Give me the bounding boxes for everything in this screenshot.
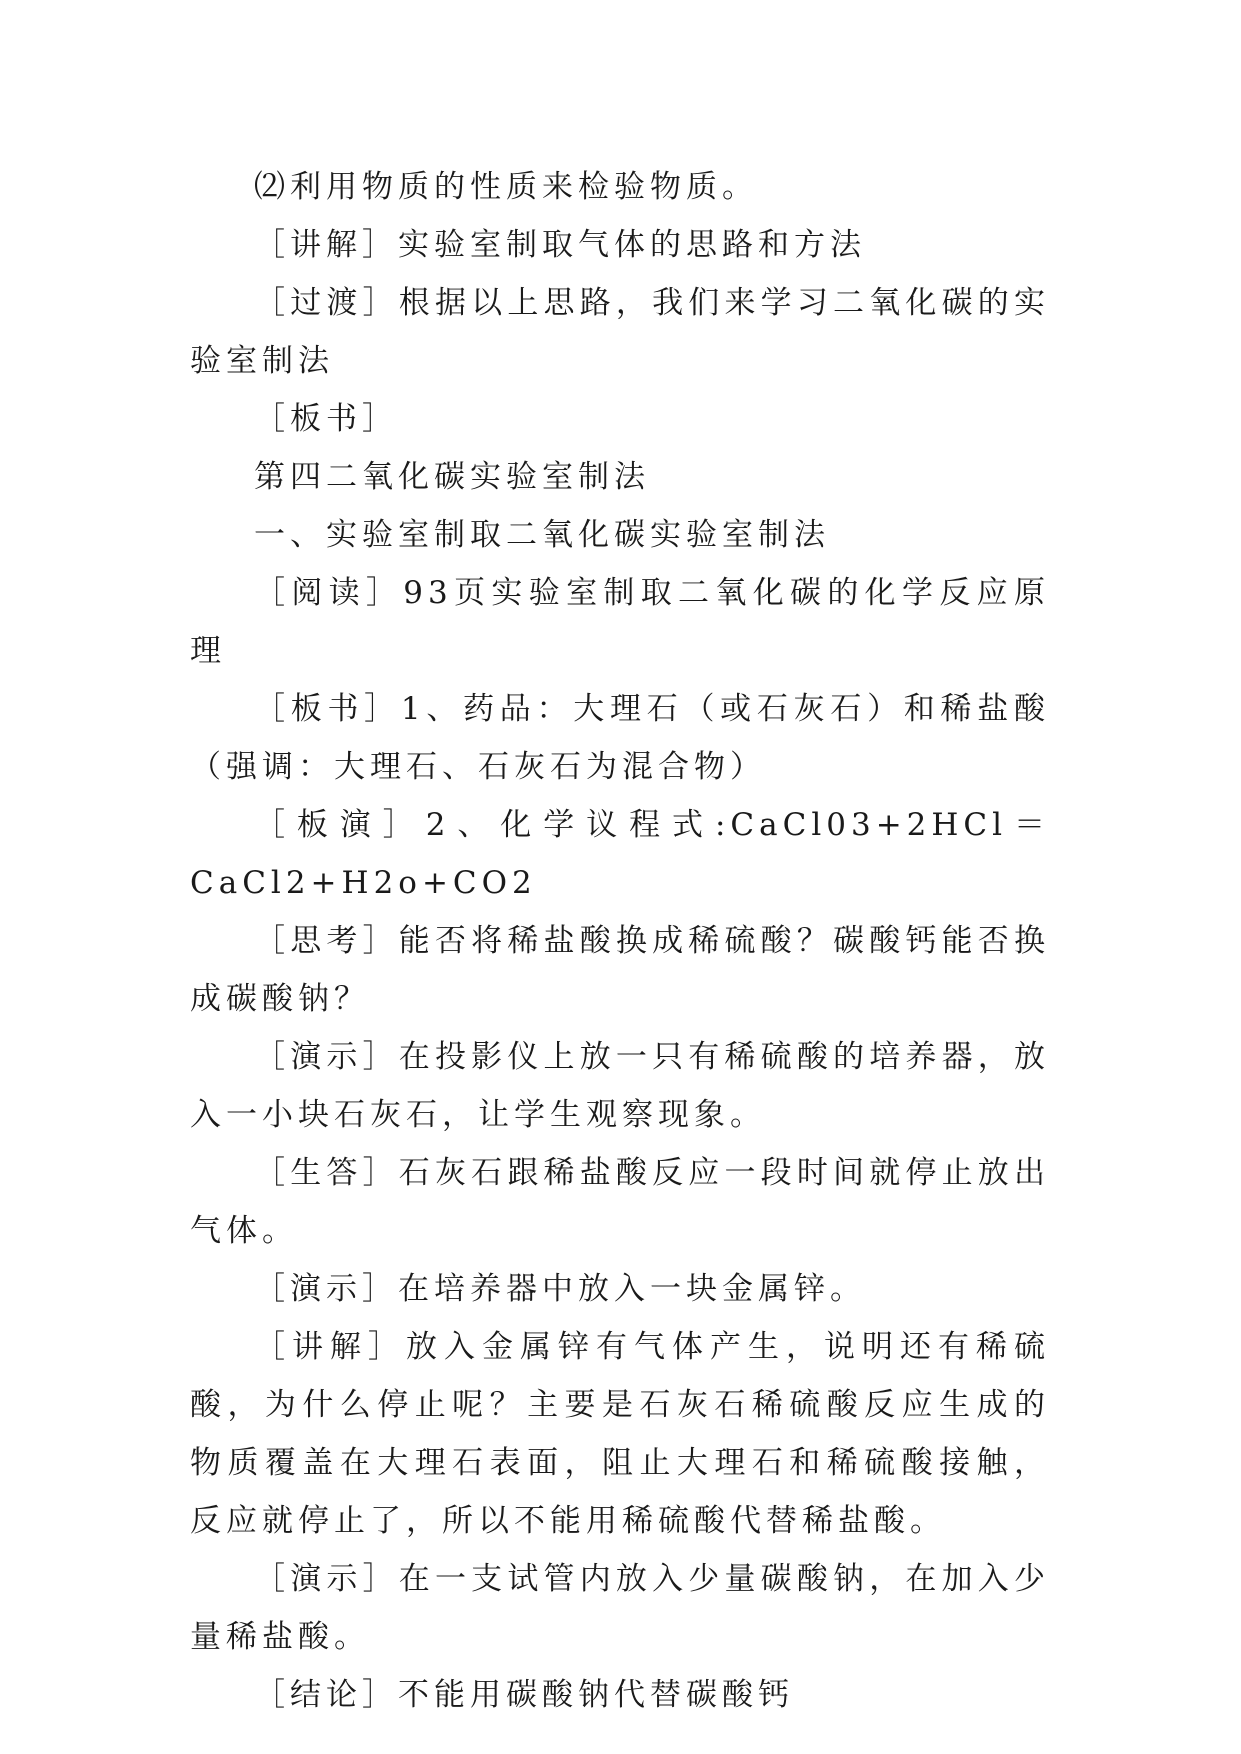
paragraph: ［板书］1、药品：大理石（或石灰石）和稀盐酸（强调：大理石、石灰石为混合物） [190,691,1050,785]
paragraph: ［生答］石灰石跟稀盐酸反应一段时间就停止放出气体。 [190,1155,1050,1249]
paragraph: ［过渡］根据以上思路，我们来学习二氧化碳的实验室制法 [190,285,1050,379]
paragraph: ［讲解］放入金属锌有气体产生，说明还有稀硫酸，为什么停止呢？主要是石灰石稀硫酸反应生成的物质覆盖在大理石表面，阻止大理石和稀硫酸接触，反应就停止了，所以不能用稀硫酸代替稀盐酸。 [190,1329,1050,1539]
paragraph: ⑵利用物质的性质来检验物质。 [254,169,758,205]
paragraph: ［思考］能否将稀盐酸换成稀硫酸？碳酸钙能否换成碳酸钠？ [190,923,1050,1017]
paragraph: ［板演］2、化学议程式:CaCl03+2HCl＝CaCl2+H2o+CO2 [190,807,1050,901]
paragraph: ［结论］不能用碳酸钠代替碳酸钙 [254,1677,794,1713]
paragraph: ［演示］在培养器中放入一块金属锌。 [254,1271,866,1307]
paragraph: ［阅读］93页实验室制取二氧化碳的化学反应原理 [190,575,1050,669]
paragraph: ［演示］在投影仪上放一只有稀硫酸的培养器，放入一小块石灰石，让学生观察现象。 [190,1039,1050,1133]
paragraph: 一、实验室制取二氧化碳实验室制法 [254,517,830,553]
paragraph: 第四二氧化碳实验室制法 [254,459,650,495]
document-body [190,158,1050,1724]
paragraph: ［板书］ [254,401,398,437]
paragraph: ［讲解］实验室制取气体的思路和方法 [254,227,866,263]
paragraph: ［演示］在一支试管内放入少量碳酸钠，在加入少量稀盐酸。 [190,1561,1050,1655]
